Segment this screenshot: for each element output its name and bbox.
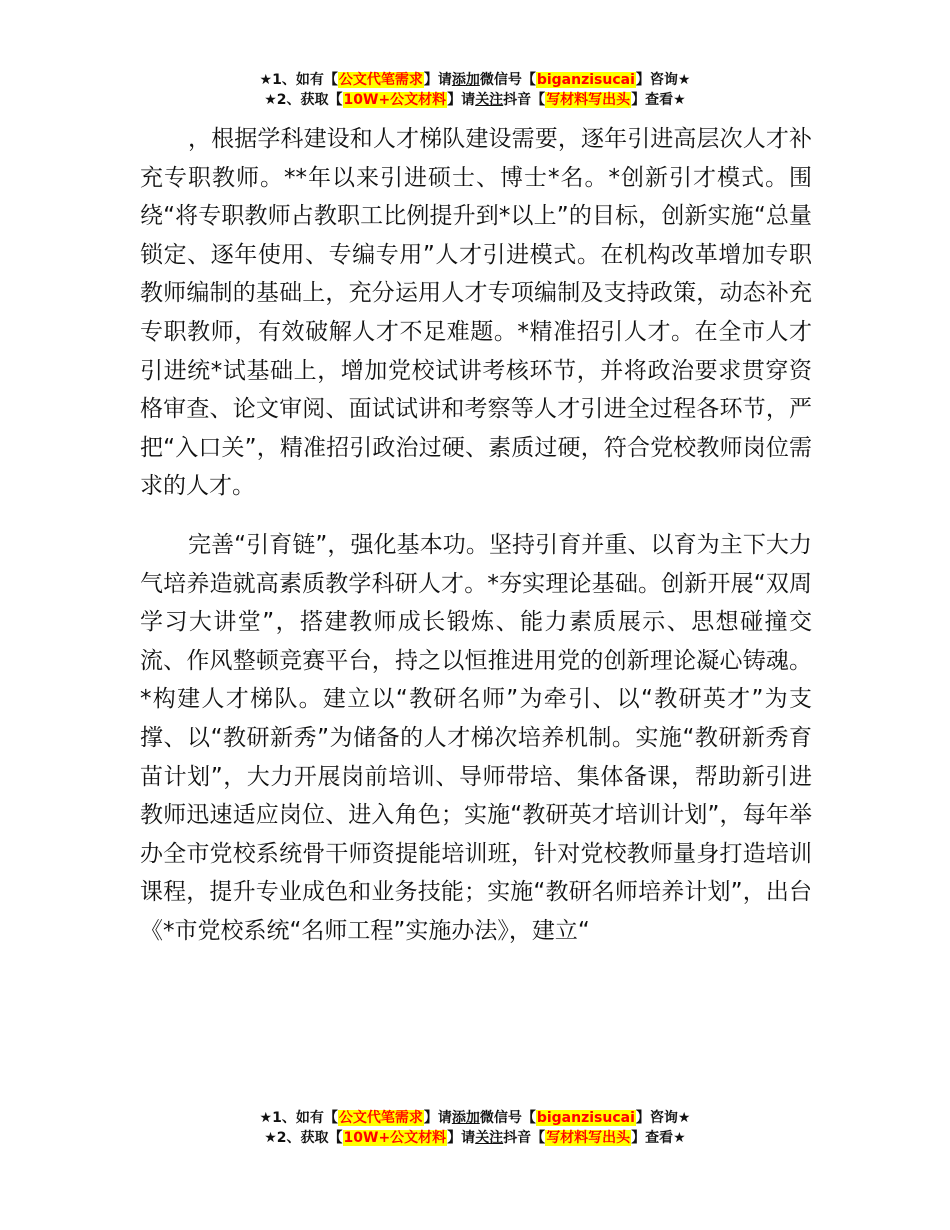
douyin-id-highlight: 写材料写出头 (546, 92, 631, 108)
document-body (140, 120, 812, 950)
underlined-text: 添加 (451, 1110, 480, 1126)
douyin-id-highlight: 写材料写出头 (546, 1130, 631, 1146)
paragraph-2: 完善“引育链”，强化基本功。坚持引育并重、以育为主下大力气培养造就高素质教学科研人才。*夯实理论基础。创新开展“双周学习大讲堂”，搭建教师成长锻炼、能力素质展示、思想碰撞交流、作风整顿竞赛平台，持之以恒推进用党的创新理论凝心铸魂。*构建人才梯队。建立以“教研名师”为牵引、以“教研英才”为支撑、以“教研新秀”为储备的人才梯次培养机制。实施“教研新秀育苗计划”，大力开展岗前培训、导师带培、集体备课，帮助新引进教师迅速适应岗位、进入角色；实施“教研英才培训计划”，每年举办全市党校系统骨干师资提能培训班，针对党校教师量身打造培训课程，提升专业成色和业务技能；实施“教研名师培养计划”，出台《*市党校系统“名师工程”实施办法》，建立“ (140, 531, 812, 944)
highlight-text: 10W+公文材料 (343, 1130, 447, 1146)
underlined-text: 关注 (475, 1130, 504, 1146)
header-line-2: ★2、获取【10W+公文材料】请关注抖音【写材料写出头】查看★ (264, 92, 686, 108)
wechat-id-highlight: biganzisucai (536, 72, 635, 88)
footer-line-2: ★2、获取【10W+公文材料】请关注抖音【写材料写出头】查看★ (264, 1130, 686, 1146)
highlight-text: 10W+公文材料 (343, 92, 447, 108)
underlined-text: 添加 (451, 72, 480, 88)
header-banner (0, 70, 950, 110)
paragraph-1: ，根据学科建设和人才梯队建设需要，逐年引进高层次人才补充专职教师。**年以来引进硕士、博士*名。*创新引才模式。围绕“将专职教师占教职工比例提升到*以上”的目标，创新实施“总量锁定、逐年使用、专编专用”人才引进模式。在机构改革增加专职教师编制的基础上，充分运用人才专项编制及支持政策，动态补充专职教师，有效破解人才不足难题。*精准招引人才。在全市人才引进统*试基础上，增加党校试讲考核环节，并将政治要求贯穿资格审查、论文审阅、面试试讲和考察等人才引进全过程各环节，严把“入口关”，精准招引政治过硬、素质过硬，符合党校教师岗位需求的人才。 (140, 126, 812, 500)
wechat-id-highlight: biganzisucai (536, 1110, 635, 1126)
header-line-1: ★1、如有【公文代笔需求】请添加微信号【biganzisucai】咨询★ (259, 72, 691, 88)
highlight-text: 公文代笔需求 (338, 72, 423, 88)
highlight-text: 公文代笔需求 (338, 1110, 423, 1126)
footer-line-1: ★1、如有【公文代笔需求】请添加微信号【biganzisucai】咨询★ (259, 1110, 691, 1126)
underlined-text: 关注 (475, 92, 504, 108)
footer-banner (0, 1108, 950, 1148)
